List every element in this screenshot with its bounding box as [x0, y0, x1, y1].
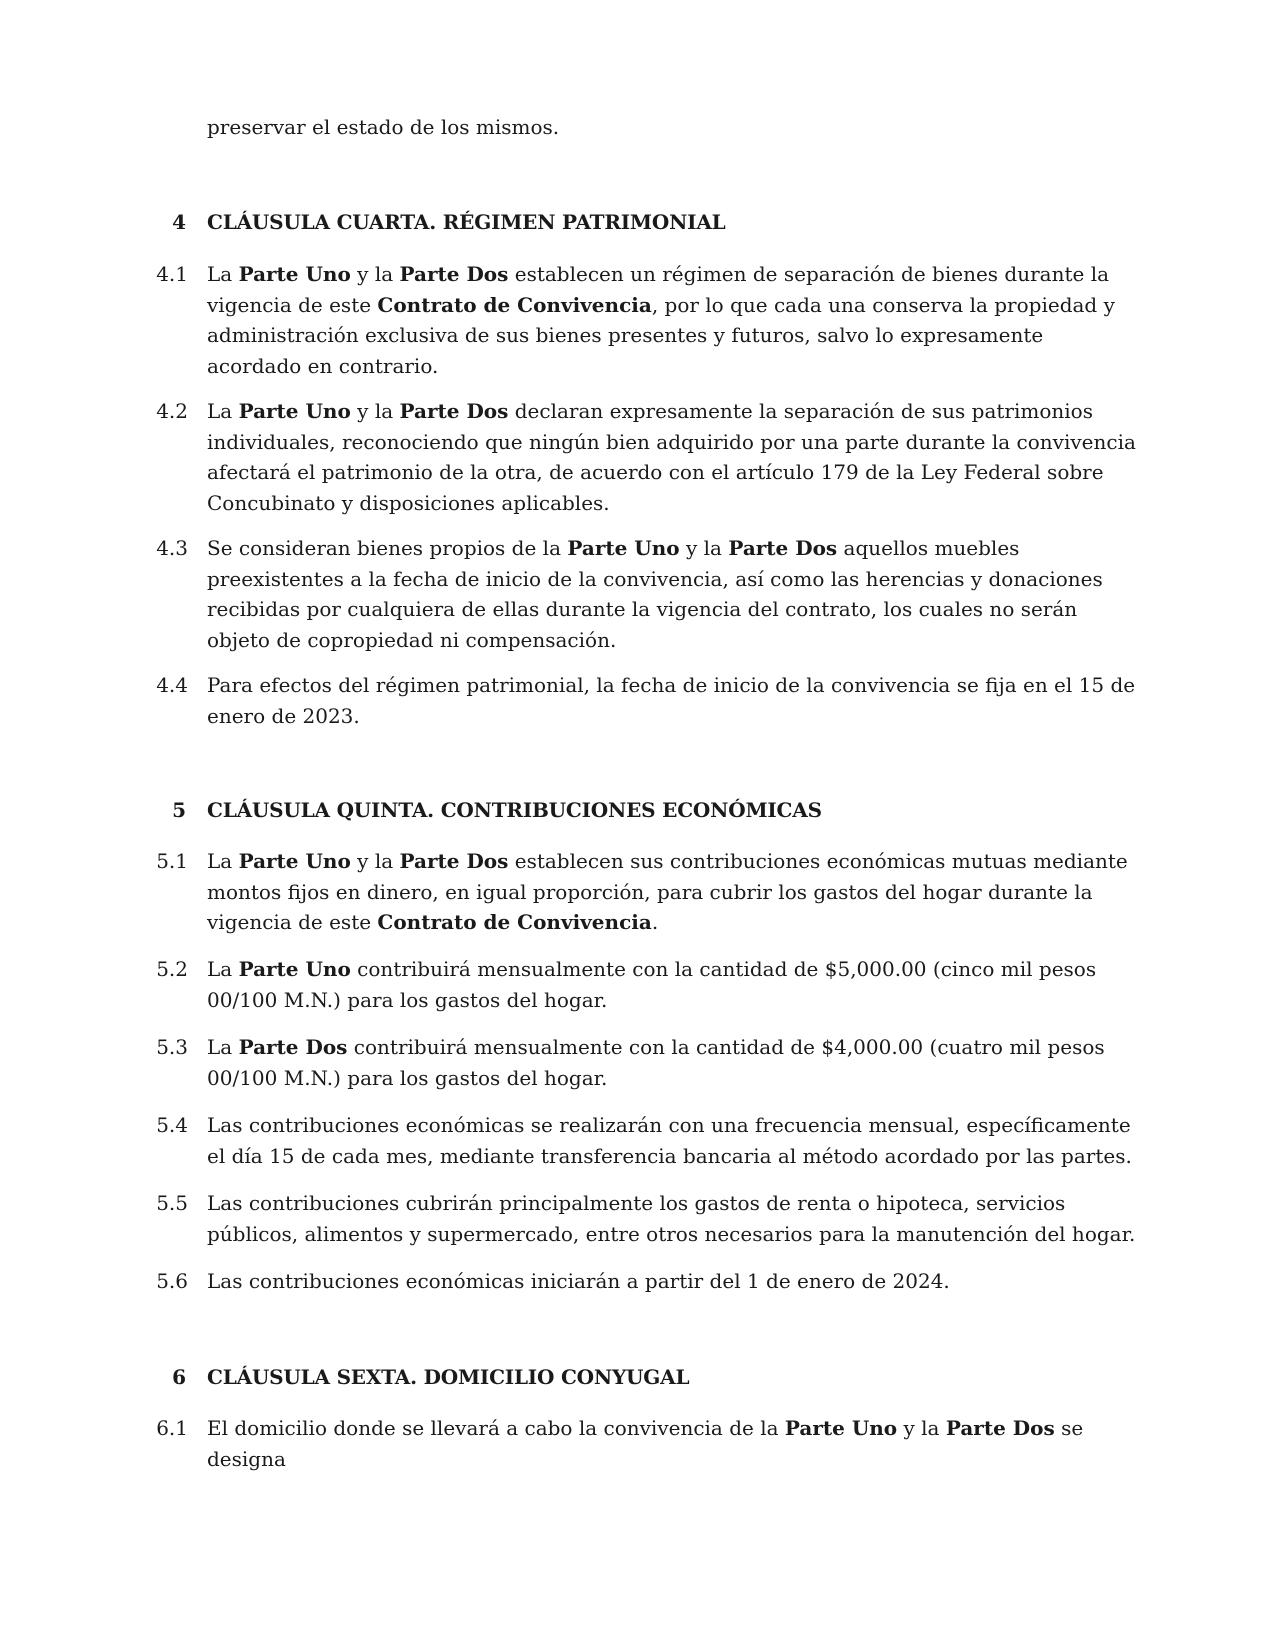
item-number: 5.6 [156, 1269, 188, 1293]
item-number: 4.1 [156, 262, 188, 286]
bold-term: Parte Dos [728, 536, 838, 560]
item-number: 5.3 [156, 1035, 188, 1059]
item-paragraph: Se consideran bienes propios de la Parte Uno y la Parte Dos aquellos muebles preexistentes a la fecha de inicio de la convivencia, así como las herencias y donaciones recibidas por cualquiera de ellas durante la vigencia del contrato, los cuales no serán objeto de copropiedad ni compensación. [207, 536, 1103, 653]
item-paragraph: El domicilio donde se llevará a cabo la convivencia de la Parte Uno y la Parte Dos se designa [207, 1416, 1084, 1471]
bold-term: Parte Uno [238, 957, 351, 981]
bold-term: Parte Dos [238, 1035, 348, 1059]
item-number: 4.3 [156, 536, 188, 560]
bold-term: Parte Dos [399, 399, 509, 423]
bold-term: Parte Uno [238, 399, 351, 423]
item-paragraph: La Parte Uno contribuirá mensualmente con la cantidad de $5,000.00 (cinco mil pesos 00/100 M.N.) para los gastos del hogar. [207, 957, 1097, 1012]
clause-number: 5 [172, 798, 186, 822]
clause-heading: CLÁUSULA QUINTA. CONTRIBUCIONES ECONÓMICAS [207, 798, 822, 822]
item-paragraph: La Parte Uno y la Parte Dos declaran expresamente la separación de sus patrimonios individuales, reconociendo que ningún bien adquirido por una parte durante la convivencia afectará el patrimonio de la otra, de acuerdo con el artículo 179 de la Ley Federal sobre Concubinato y disposiciones aplicables. [207, 399, 1136, 516]
item-number: 5.1 [156, 849, 188, 873]
bold-term: Parte Dos [399, 849, 509, 873]
item-paragraph: Las contribuciones económicas iniciarán a partir del 1 de enero de 2024. [207, 1269, 950, 1293]
bold-term: Parte Uno [238, 262, 351, 286]
continuation-paragraph: preservar el estado de los mismos. [207, 115, 560, 139]
item-number: 6.1 [156, 1416, 188, 1440]
bold-term: Parte Uno [567, 536, 680, 560]
clause-number: 4 [172, 210, 186, 234]
item-paragraph: La Parte Uno y la Parte Dos establecen un régimen de separación de bienes durante la vigencia de este Contrato de Convivencia, por lo que cada una conserva la propiedad y administración exclusiva de sus bienes presentes y futuros, salvo lo expresamente acordado en contrario. [207, 262, 1115, 379]
clause-number: 6 [172, 1365, 186, 1389]
item-number: 5.2 [156, 957, 188, 981]
item-number: 5.4 [156, 1113, 188, 1137]
bold-term: Parte Dos [945, 1416, 1055, 1440]
item-paragraph: Para efectos del régimen patrimonial, la fecha de inicio de la convivencia se fija en el 15 de enero de 2023. [207, 673, 1136, 728]
bold-term: Parte Uno [238, 849, 351, 873]
clause-heading: CLÁUSULA CUARTA. RÉGIMEN PATRIMONIAL [207, 210, 726, 234]
item-number: 5.5 [156, 1191, 188, 1215]
item-number: 4.2 [156, 399, 188, 423]
bold-term: Contrato de Convivencia [377, 292, 652, 317]
item-paragraph: Las contribuciones cubrirán principalmente los gastos de renta o hipoteca, servicios públicos, alimentos y supermercado, entre otros necesarios para la manutención del hogar. [207, 1191, 1136, 1246]
item-paragraph: La Parte Dos contribuirá mensualmente con la cantidad de $4,000.00 (cuatro mil pesos 00/100 M.N.) para los gastos del hogar. [207, 1035, 1105, 1090]
bold-term: Parte Dos [399, 262, 509, 286]
bold-term: Contrato de Convivencia [377, 910, 652, 935]
bold-term: Parte Uno [784, 1416, 898, 1440]
clause-heading: CLÁUSULA SEXTA. DOMICILIO CONYUGAL [207, 1365, 690, 1389]
item-paragraph: Las contribuciones económicas se realizarán con una frecuencia mensual, específicamente el día 15 de cada mes, mediante transferencia bancaria al método acordado por las partes. [207, 1113, 1132, 1168]
item-paragraph: La Parte Uno y la Parte Dos establecen sus contribuciones económicas mutuas mediante montos fijos en dinero, en igual proporción, para cubrir los gastos del hogar durante la vigencia de este Contrato de Convivencia. [207, 849, 1128, 935]
item-number: 4.4 [156, 673, 188, 697]
